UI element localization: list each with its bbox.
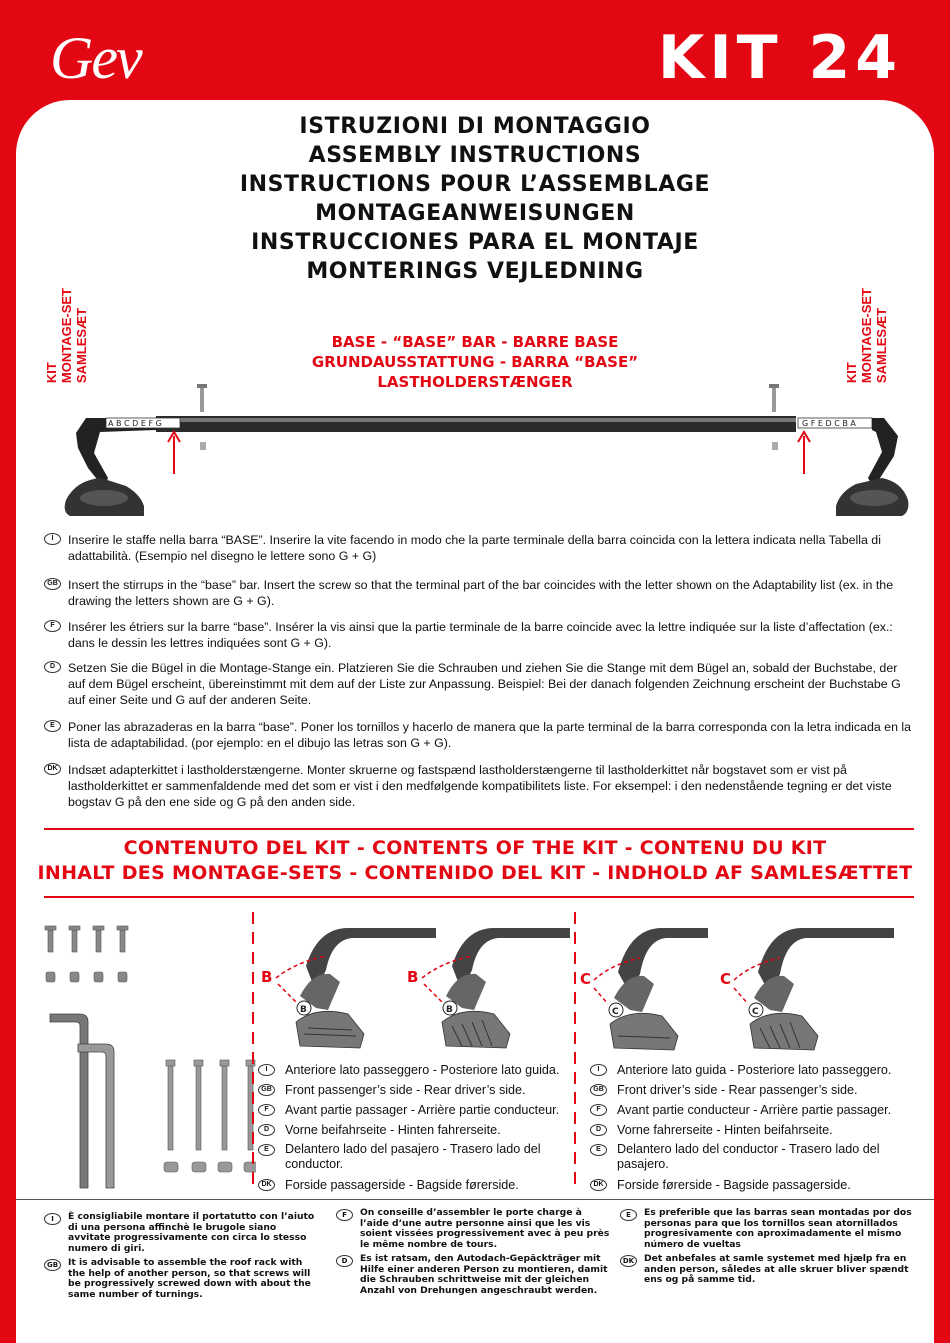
language-code-badge: GB [44,578,61,590]
language-code-badge: F [44,620,61,632]
foot-figures-b [256,922,570,1072]
instruction-text: Indsæt adapterkittet i lastholderstængerne. Monter skruerne og fastspænd lastholderstængerne til lastholderkittet når bogstavet som er vist på lastholderkittet er sammenfaldende med det som er vist i den medfølgende kompatibilitets liste. For eksempel: i den nedenstående tegning er det viste bogstav G på den ene side og G på den anden side. [68,763,892,809]
language-code-badge: D [258,1124,275,1136]
legend-row [590,1140,910,1175]
language-code-badge: I [44,533,61,545]
legend-c [590,1060,910,1195]
legend-text: Anteriore lato passeggero - Posteriore lato guida. [285,1063,560,1077]
legend-text: Delantero lado del conductor - Trasero lado del pasajero. [617,1142,880,1171]
figure-letter: C [720,970,732,988]
note-text: It is advisable to assemble the roof rack with the help of another person, so that screws will be progressively screwed down with about the same number of turnings. [68,1257,311,1300]
legend-row [590,1120,910,1140]
kit-contents-title [16,836,934,886]
legend-row [590,1175,910,1195]
language-code-badge: E [620,1209,637,1221]
side-label-kit: KIT [44,362,59,384]
language-code-badge: F [590,1104,607,1116]
note-text: Det anbefales at samle systemet med hjælp fra en anden person, således at alle skruer bliver spændt ens og på samme tid. [644,1253,909,1285]
gev-logo [46,22,246,94]
language-code-badge: E [590,1144,607,1156]
language-code-badge: GB [44,1259,61,1271]
side-label-montage-set: MONTAGE-SET [59,288,74,384]
legend-text: Front driver’s side - Rear passenger’s side. [617,1083,858,1097]
legend-text: Vorne fahrerseite - Hinten beifahrseite. [617,1123,833,1137]
hardware-parts-illustration [36,918,256,1208]
language-code-badge: F [258,1104,275,1116]
legend-row [590,1100,910,1120]
roof-bar-illustration [56,378,916,528]
language-code-badge: F [336,1209,353,1221]
legend-row [258,1140,570,1175]
language-code-badge: DK [44,763,61,775]
note-text: On conseille d’assembler le porte charge à l’aide d’une autre personne ainsi que les vis soient vissées progressivement avec à peu près le même nombre de tours. [360,1207,610,1250]
legend-b [258,1060,570,1195]
side-label-kit: KIT [844,362,859,384]
title-fr: INSTRUCTIONS POUR L’ASSEMBLAGE [239,172,711,197]
language-code-badge: I [590,1064,607,1076]
legend-text: Forside førerside - Bagside passagerside. [617,1178,851,1192]
contents-title-line: CONTENUTO DEL KIT - CONTENTS OF THE KIT - CONTENU DU KIT [123,837,827,859]
legend-text: Vorne beifahrseite - Hinten fahrerseite. [285,1123,501,1137]
contents-title-line: INHALT DES MONTAGE-SETS - CONTENIDO DEL KIT - INDHOLD AF SAMLESÆTTET [37,862,913,884]
base-label-line: BASE - “BASE” BAR - BARRE BASE [331,333,619,351]
document-titles [16,112,934,286]
language-code-badge: DK [620,1255,637,1267]
instruction-text: Setzen Sie die Bügel in die Montage-Stange ein. Platzieren Sie die Schrauben und ziehen Sie die Stange mit dem Bügel an, sobald der Buchstabe, der auf dem Bügel erscheint, übereinstimmt mit dem auf der Liste zur Anpassung. Beispiel: Bei der danach folgenden Zeichnung erscheint der Buchstabe G auf einer Seite und G auf der anderen Seite. [68,661,901,707]
foot-figures-c [578,922,898,1072]
figure-letter: B [407,968,419,986]
instruction-text: Inserire le staffe nella barra “BASE”. Inserire la vite facendo in modo che la parte terminale della barra coincida con la lettera indicata nella Tabella di adattabilità. (Esempio nel disegno le lettere sono G + G) [68,533,881,563]
figure-letter: C [612,1007,619,1017]
instruction-sheet [16,100,934,1343]
title-dk: MONTERINGS VEJLEDNING [306,259,644,284]
bar-letters-left: A B C D E F G [108,419,162,428]
figure-letter: B [300,1005,307,1015]
instruction-text: Poner las abrazaderas en la barra “base”. Poner los tornillos y hacerlo de manera que la parte terminal de la barra corresponda con la letra indicada en la lista de adaptabilidad. (por ejemplo: en el dibujo las letras son G + G). [68,720,912,750]
legend-row [258,1060,570,1080]
language-code-badge: I [44,1213,61,1225]
base-label-line: LASTHOLDERSTÆNGER [377,373,573,391]
language-code-badge: GB [258,1084,275,1096]
legend-text: Avant partie conducteur - Arrière partie passager. [617,1103,892,1117]
legend-text: Avant partie passager - Arrière partie conducteur. [285,1103,560,1117]
title-en: ASSEMBLY INSTRUCTIONS [308,143,642,168]
notes-divider [16,1199,934,1200]
legend-text: Forside passagerside - Bagside førerside. [285,1178,519,1192]
legend-row [590,1060,910,1080]
language-code-badge: E [258,1144,275,1156]
section-divider [44,828,914,830]
language-code-badge: I [258,1064,275,1076]
note-text: Es preferible que las barras sean montadas por dos personas para que los tornillos sean atornillados progresivamente con aproximadamente el mismo número de vueltas [644,1207,912,1250]
note-text: Es ist ratsam, den Autodach-Gepäckträger mit Hilfe einer anderen Person zu montieren, damit die Schrauben schrittweise mit der gleichen Anzahl von Drehungen angeschraubt werden. [360,1253,608,1296]
side-label-montage-set: MONTAGE-SET [859,288,874,384]
column-separator [574,912,576,1192]
language-code-badge: DK [590,1179,607,1191]
language-code-badge: D [590,1124,607,1136]
language-code-badge: E [44,720,61,732]
title-de: MONTAGEANWEISUNGEN [315,201,635,226]
legend-row [258,1120,570,1140]
column-separator [252,912,254,1192]
kit-title: KIT 24 [657,23,902,93]
side-label-samlesaet: SAMLESÆT [874,307,889,384]
legend-row [258,1175,570,1195]
legend-row [590,1080,910,1100]
language-code-badge: GB [590,1084,607,1096]
language-code-badge: DK [258,1179,275,1191]
figure-letter: B [446,1005,453,1015]
note-text: È consigliabile montare il portatutto con l’aiuto di una persona affinchè le brugole siano avvitate progressivamente con circa lo stesso numero di giri. [68,1211,315,1254]
figure-letter: B [261,968,273,986]
legend-row [258,1080,570,1100]
bar-letters-right: G F E D C B A [802,419,856,428]
legend-text: Front passenger’s side - Rear driver’s side. [285,1083,526,1097]
title-es: INSTRUCCIONES PARA EL MONTAJE [251,230,699,255]
instruction-text: Insert the stirrups in the “base” bar. Insert the screw so that the terminal part of the bar coincides with the letter shown on the Adaptability list (ex. in the drawing the letters shown are G + G). [68,578,894,608]
language-code-badge: D [336,1255,353,1267]
instruction-text: Insérer les étriers sur la barre “base”. Insérer la vis ainsi que la partie terminale de la barre coincide avec la lettre indiquée sur la liste d’affectation (ex.: dans le dessin les lettres indiquées sont G + G). [68,620,893,650]
legend-text: Delantero lado del pasajero - Trasero lado del conductor. [285,1142,541,1171]
legend-row [258,1100,570,1120]
base-label-line: GRUNDAUSSTATTUNG - BARRA “BASE” [311,353,639,371]
logo-text: Gev [50,25,141,91]
title-it: ISTRUZIONI DI MONTAGGIO [299,114,651,139]
side-label-samlesaet: SAMLESÆT [74,307,89,384]
language-code-badge: D [44,661,61,673]
figure-letter: C [752,1007,759,1017]
section-divider [44,896,914,898]
figure-letter: C [580,970,592,988]
legend-text: Anteriore lato guida - Posteriore lato passeggero. [617,1063,892,1077]
